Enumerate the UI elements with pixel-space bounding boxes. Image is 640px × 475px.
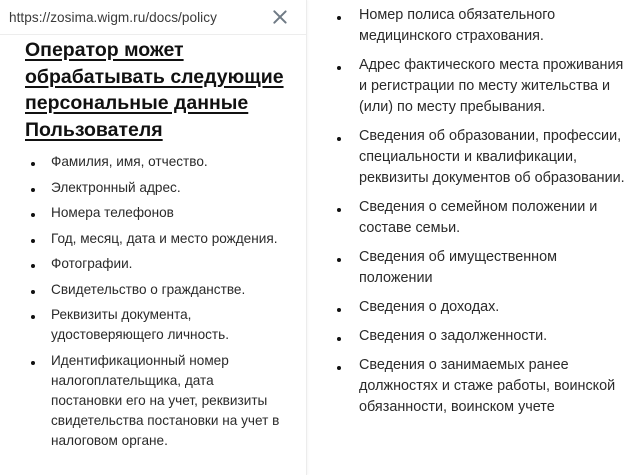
- list-item: Адрес фактического места проживания и регистрации по месту жительства и (или) по месту пребывания.: [335, 55, 628, 118]
- section-heading: Оператор может обрабатывать следующие персональные данные Пользователя: [25, 39, 284, 141]
- url-bar: [0, 0, 306, 35]
- close-icon[interactable]: [272, 9, 288, 25]
- list-item: Сведения о доходах.: [335, 297, 628, 318]
- list-item: Сведения о задолженности.: [335, 326, 628, 347]
- right-panel: [307, 0, 640, 475]
- list-item: Сведения об имущественном положении: [335, 247, 628, 289]
- personal-data-list-left: [25, 152, 286, 451]
- personal-data-list-right: [335, 5, 628, 418]
- list-item: Сведения о семейном положении и составе семьи.: [335, 197, 628, 239]
- list-item: Номер полиса обязательного медицинского страхования.: [335, 5, 628, 47]
- list-item: Номера телефонов: [25, 203, 286, 223]
- list-item: Электронный адрес.: [25, 178, 286, 198]
- left-panel: [0, 0, 307, 475]
- list-item: Фамилия, имя, отчество.: [25, 152, 286, 172]
- left-content: [0, 35, 306, 451]
- list-item: Год, месяц, дата и место рождения.: [25, 229, 286, 249]
- list-item: Идентификационный номер налогоплательщика, дата постановки его на учет, реквизиты свидетельства постановки на учет в налоговом органе.: [25, 351, 286, 451]
- list-item: Свидетельство о гражданстве.: [25, 280, 286, 300]
- url-text[interactable]: https://zosima.wigm.ru/docs/policy: [9, 9, 217, 25]
- list-item: Сведения об образовании, профессии, специальности и квалификации, реквизиты документов об образовании.: [335, 126, 628, 189]
- list-item: Фотографии.: [25, 254, 286, 274]
- list-item: Реквизиты документа, удостоверяющего личность.: [25, 305, 286, 345]
- list-item: Сведения о занимаемых ранее должностях и стаже работы, воинской обязанности, воинском учете: [335, 355, 628, 418]
